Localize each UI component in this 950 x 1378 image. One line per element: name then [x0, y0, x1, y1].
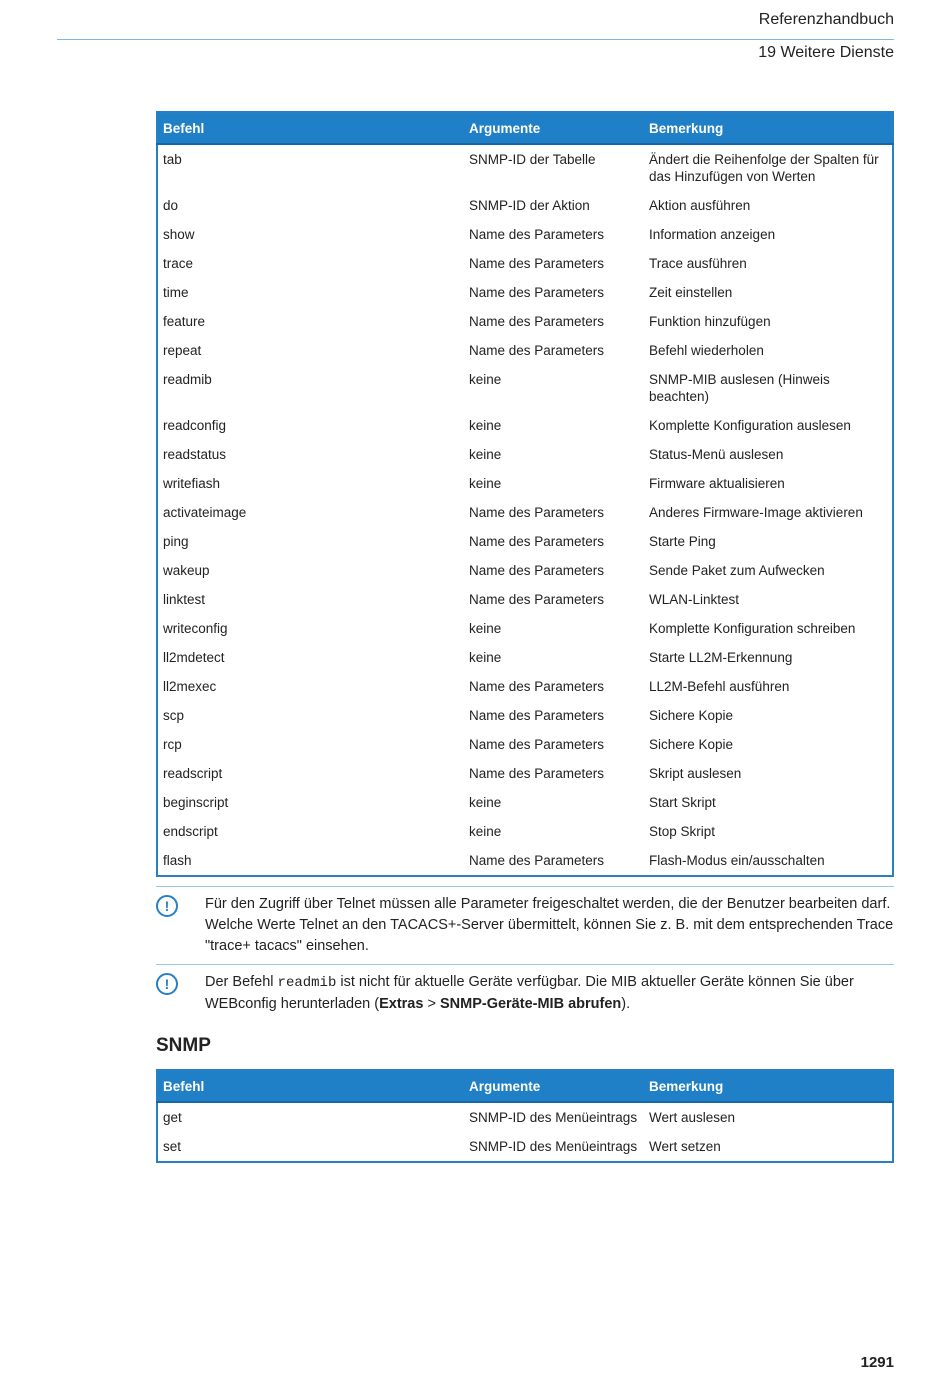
cell-befehl: readstatus: [163, 447, 227, 462]
cell-befehl: tab: [163, 152, 182, 167]
cell-befehl: readscript: [163, 766, 223, 781]
cell-bemerkung: Komplette Konfiguration schreiben: [649, 621, 856, 636]
header-chapter: 19 Weitere Dienste: [758, 44, 894, 61]
cell-argumente: Name des Parameters: [469, 285, 605, 300]
table-row: [157, 191, 893, 220]
cell-befehl: feature: [163, 314, 206, 329]
column-header-bemerkung: Bemerkung: [644, 112, 893, 144]
note-text-prefix: Der Befehl: [205, 974, 278, 990]
cell-bemerkung: LL2M-Befehl ausführen: [649, 679, 790, 694]
table-row: [157, 701, 893, 730]
table-row: [157, 249, 893, 278]
header-title: Referenzhandbuch: [758, 11, 894, 28]
cell-bemerkung: WLAN-Linktest: [649, 592, 740, 607]
cell-argumente: keine: [469, 795, 502, 810]
cell-argumente: keine: [469, 372, 502, 387]
table-row: [157, 585, 893, 614]
page-number: 1291: [860, 1354, 894, 1371]
table-header-row: [157, 1070, 893, 1102]
cell-argumente: Name des Parameters: [469, 227, 605, 242]
cell-bemerkung: Stop Skript: [649, 824, 716, 839]
cell-argumente: keine: [469, 650, 502, 665]
note-telnet: [156, 886, 894, 957]
cell-bemerkung: Sende Paket zum Aufwecken: [649, 563, 825, 578]
table-row: [157, 336, 893, 365]
cell-bemerkung: Ändert die Reihenfolge der Spalten für das Hinzufügen von Werten: [649, 152, 879, 184]
cell-bemerkung: Komplette Konfiguration auslesen: [649, 418, 851, 433]
cell-argumente: keine: [469, 476, 502, 491]
table-row: [157, 220, 893, 249]
table-row: [157, 469, 893, 498]
cell-befehl: readmib: [163, 372, 212, 387]
cell-befehl: repeat: [163, 343, 202, 358]
cell-befehl: readconfig: [163, 418, 227, 433]
cell-befehl: wakeup: [163, 563, 210, 578]
cell-argumente: Name des Parameters: [469, 708, 605, 723]
cell-bemerkung: Starte Ping: [649, 534, 716, 549]
exclamation-circle-icon: !: [156, 895, 178, 917]
cell-befehl: beginscript: [163, 795, 229, 810]
table-row: [157, 817, 893, 846]
cell-bemerkung: Wert auslesen: [649, 1110, 736, 1125]
cell-argumente: SNMP-ID des Menüeintrags: [469, 1110, 638, 1125]
cell-befehl: get: [163, 1110, 182, 1125]
cell-argumente: Name des Parameters: [469, 505, 605, 520]
cell-befehl: writefiash: [163, 476, 221, 491]
cell-bemerkung: Start Skript: [649, 795, 716, 810]
header-divider: [57, 39, 894, 40]
cell-befehl: trace: [163, 256, 194, 271]
cell-befehl: time: [163, 285, 189, 300]
cell-argumente: Name des Parameters: [469, 343, 605, 358]
cell-bemerkung: Zeit einstellen: [649, 285, 733, 300]
table-row: [157, 788, 893, 817]
column-header-argumente: Argumente: [464, 1070, 644, 1102]
cell-bemerkung: Anderes Firmware-Image aktivieren: [649, 505, 863, 520]
cell-befehl: activateimage: [163, 505, 247, 520]
note-text-middle: ist nicht für aktuelle Geräte verfügbar. Die MIB aktueller Geräte können Sie über WEBconfig herunterladen (: [205, 974, 854, 1012]
note-text-suffix: ).: [621, 996, 631, 1012]
code-readmib: readmib: [277, 975, 337, 991]
cell-argumente: Name des Parameters: [469, 314, 605, 329]
cell-befehl: do: [163, 198, 179, 213]
cell-argumente: SNMP-ID des Menüeintrags: [469, 1139, 638, 1154]
column-header-bemerkung: Bemerkung: [644, 1070, 893, 1102]
table-row: [157, 365, 893, 411]
cell-argumente: SNMP-ID der Tabelle: [469, 152, 596, 167]
menu-snmp-mib: SNMP-Geräte-MIB abrufen: [439, 996, 622, 1012]
cell-bemerkung: Wert setzen: [649, 1139, 721, 1154]
column-header-befehl: Befehl: [157, 1070, 464, 1102]
note-readmib: [156, 964, 894, 1015]
cell-bemerkung: Skript auslesen: [649, 766, 742, 781]
table-row: [157, 307, 893, 336]
cell-befehl: ping: [163, 534, 189, 549]
note-readmib-text: [205, 965, 894, 1015]
cell-argumente: keine: [469, 621, 502, 636]
table-row: [157, 846, 893, 876]
cell-befehl: show: [163, 227, 195, 242]
cell-befehl: linktest: [163, 592, 206, 607]
cell-bemerkung: Flash-Modus ein/ausschalten: [649, 853, 825, 868]
cell-argumente: keine: [469, 824, 502, 839]
section-title-snmp: SNMP: [156, 1035, 211, 1056]
table-row: [157, 672, 893, 701]
cell-argumente: Name des Parameters: [469, 766, 605, 781]
command-table-body: [157, 144, 893, 876]
cell-befehl: scp: [163, 708, 185, 723]
cell-argumente: keine: [469, 418, 502, 433]
cell-befehl: set: [163, 1139, 182, 1154]
table-row: [157, 527, 893, 556]
cell-argumente: Name des Parameters: [469, 592, 605, 607]
cell-bemerkung: Starte LL2M-Erkennung: [649, 650, 793, 665]
cell-argumente: Name des Parameters: [469, 563, 605, 578]
cell-bemerkung: Sichere Kopie: [649, 708, 734, 723]
table-row: [157, 643, 893, 672]
cell-argumente: Name des Parameters: [469, 737, 605, 752]
table-row: [157, 498, 893, 527]
table-row: [157, 759, 893, 788]
cell-argumente: Name des Parameters: [469, 853, 605, 868]
table-row: [157, 1102, 893, 1132]
cell-bemerkung: Sichere Kopie: [649, 737, 734, 752]
exclamation-circle-icon: !: [156, 973, 178, 995]
table-row: [157, 440, 893, 469]
cell-bemerkung: Trace ausführen: [649, 256, 747, 271]
cell-befehl: endscript: [163, 824, 218, 839]
cell-argumente: SNMP-ID der Aktion: [469, 198, 590, 213]
cell-bemerkung: Firmware aktualisieren: [649, 476, 785, 491]
cell-argumente: Name des Parameters: [469, 256, 605, 271]
table-row: [157, 614, 893, 643]
table-row: [157, 144, 893, 191]
table-header-row: [157, 112, 893, 144]
cell-bemerkung: SNMP-MIB auslesen (Hinweis beachten): [649, 372, 830, 404]
cell-befehl: writeconfig: [163, 621, 228, 636]
cell-bemerkung: Status-Menü auslesen: [649, 447, 784, 462]
column-header-argumente: Argumente: [464, 112, 644, 144]
cell-befehl: flash: [163, 853, 192, 868]
table-row: [157, 730, 893, 759]
menu-separator: >: [423, 996, 440, 1012]
table-row: [157, 556, 893, 585]
table-row: [157, 278, 893, 307]
table-row: [157, 411, 893, 440]
cell-bemerkung: Aktion ausführen: [649, 198, 751, 213]
cell-befehl: ll2mexec: [163, 679, 217, 694]
cell-argumente: keine: [469, 447, 502, 462]
cell-befehl: ll2mdetect: [163, 650, 225, 665]
cell-befehl: rcp: [163, 737, 182, 752]
snmp-table-body: [157, 1102, 893, 1162]
cell-bemerkung: Information anzeigen: [649, 227, 776, 242]
cell-argumente: Name des Parameters: [469, 534, 605, 549]
snmp-table: [156, 1069, 894, 1163]
column-header-befehl: Befehl: [157, 112, 464, 144]
cell-argumente: Name des Parameters: [469, 679, 605, 694]
menu-extras: Extras: [379, 996, 424, 1012]
table-row: [157, 1132, 893, 1162]
note-telnet-text: Für den Zugriff über Telnet müssen alle Parameter freigeschaltet werden, die der Benutzer bearbeiten darf. Welche Werte Telnet an den TACACS+-Server übermittelt, können Sie z. B. mit dem entsprechenden Trace "trace+ tacacs" einsehen.: [205, 896, 894, 954]
command-table: [156, 111, 894, 877]
cell-bemerkung: Funktion hinzufügen: [649, 314, 771, 329]
cell-bemerkung: Befehl wiederholen: [649, 343, 764, 358]
